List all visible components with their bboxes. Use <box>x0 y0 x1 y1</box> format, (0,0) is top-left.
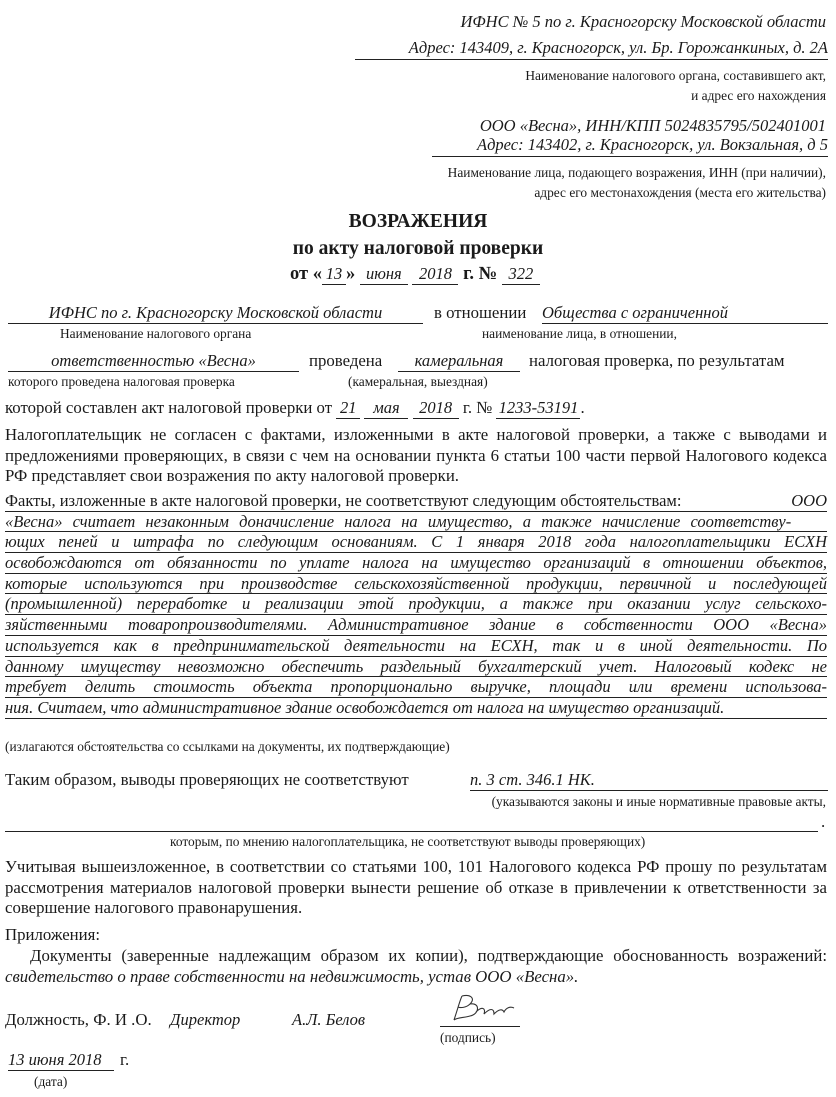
signer-name: А.Л. Белов <box>292 1010 366 1029</box>
date-caption: (дата) <box>34 1074 68 1089</box>
authority-caption-1: Наименование налогового органа, составившего акт, <box>525 68 826 83</box>
conclusion-dot: . <box>821 812 826 831</box>
document-title: ВОЗРАЖЕНИЯ <box>348 211 488 232</box>
attachments-paragraph <box>5 946 827 987</box>
facts-line: зяйственными товаропроизводителями. Административное здание в собственности ООО «Весна» <box>5 615 827 635</box>
act-month: мая <box>364 398 408 419</box>
caption-entity: наименование лица, в отношении, <box>482 326 677 341</box>
title-year: 2018 <box>412 264 458 285</box>
signature-mark <box>440 990 520 1027</box>
caption-authority: Наименование налогового органа <box>60 326 252 341</box>
authority-caption-2: и адрес его нахождения <box>691 88 826 103</box>
conclusion-ref: п. 3 ст. 346.1 НК. <box>470 770 828 791</box>
document-subtitle: по акту налоговой проверки <box>292 238 544 259</box>
signature-scribble-icon <box>440 990 520 1026</box>
sign-caption: (подпись) <box>440 1030 496 1045</box>
facts-line: ООО <box>791 491 827 510</box>
attachments-label: Приложения: <box>5 925 101 944</box>
facts-caption: (излагаются обстоятельства со ссылками на документы, их подтверждающие) <box>5 739 450 754</box>
audit-type: камеральная <box>398 351 520 372</box>
facts-line: ния. Считаем, что административное здание освобождается от налога на имущество организаций. <box>5 698 827 719</box>
title-number: 322 <box>502 264 540 285</box>
date-suffix: г. <box>120 1050 130 1069</box>
title-date-line <box>290 264 540 285</box>
act-line <box>5 398 585 419</box>
authority-address: Адрес: 143409, г. Красногорск, ул. Бр. Горожанкиных, д. 2А <box>355 38 828 60</box>
conclusion-prefix: Таким образом, выводы проверяющих не соответствуют <box>5 770 409 789</box>
facts-line: требует делить стоимость объекта пропорционально выручке, площади или времени использова- <box>5 677 827 697</box>
facts-first-line <box>5 491 827 512</box>
facts-line: освобождаются от обязанности по уплате налога на имущество организаций в отношении объектов, <box>5 553 827 573</box>
audit-suffix: налоговая проверка, по результатам <box>529 351 785 370</box>
attachments-text: Документы (заверенные надлежащим образом их копии), подтверждающие обоснованность возражений: <box>30 946 827 965</box>
caption-type: (камеральная, выездная) <box>348 374 488 389</box>
act-number: 1233-53191 <box>496 398 580 419</box>
conclusion-blank-line <box>5 813 818 832</box>
facts-block <box>5 491 827 719</box>
title-month: июня <box>360 264 408 285</box>
position-label: Должность, Ф. И .О. <box>5 1010 152 1029</box>
act-g-no: г. № <box>462 398 493 417</box>
date-value: 13 июня 2018 <box>8 1050 114 1071</box>
facts-line: данному имуществу невозможно обеспечить раздельный бухгалтерский учет. Налоговый кодекс не <box>5 656 827 676</box>
payer-name: ООО «Весна», ИНН/КПП 5024835795/502401001 <box>479 116 826 135</box>
facts-line: (промышленной) переработке и реализации этой продукции, а также при оказании услуг сельскохо- <box>5 594 827 614</box>
caption-entity-2: которого проведена налоговая проверка <box>8 374 235 389</box>
conclusion-caption-2: которым, по мнению налогоплательщика, не соответствуют выводы проверяющих) <box>170 834 646 849</box>
entity-field-1: Общества с ограниченной <box>542 303 828 324</box>
payer-caption-1: Наименование лица, подающего возражения, ИНН (при наличии), <box>447 165 826 180</box>
disagree-paragraph: Налогоплательщик не согласен с фактами, изложенными в акте налоговой проверки, а также с выводами и предложениями проверяющих, в связи с чем на основании пункта 6 статьи 100 части первой Налогового кодекса РФ представляет свои возражения по акту налоговой проверки. <box>5 425 827 486</box>
payer-caption-2: адрес его местонахождения (места его жительства) <box>534 185 826 200</box>
conclusion-caption-1: (указываются законы и иные нормативные правовые акты, <box>491 794 826 809</box>
authority-name: ИФНС № 5 по г. Красногорску Московской области <box>460 12 826 31</box>
position-value: Директор <box>170 1010 241 1029</box>
payer-address: Адрес: 143402, г. Красногорск, ул. Вокзальная, д 5 <box>432 135 828 157</box>
title-day: 13 <box>322 264 346 285</box>
act-prefix: которой составлен акт налоговой проверки от <box>5 398 333 417</box>
act-dot: . <box>580 398 585 417</box>
title-quote: » <box>345 264 356 284</box>
facts-prefix: Факты, изложенные в акте налоговой проверки, не соответствуют следующим обстоятельствам: <box>5 491 682 510</box>
conducted-label: проведена <box>309 351 383 370</box>
in-relation-label: в отношении <box>434 303 527 322</box>
authority-field: ИФНС по г. Красногорску Московской области <box>8 303 423 324</box>
title-g-no: г. № <box>463 264 498 284</box>
act-year: 2018 <box>413 398 459 419</box>
facts-line: ющих пеней и штрафа по следующим основаниям. С 1 января 2018 года налогоплательщики ЕСХН <box>5 532 827 552</box>
facts-line: «Весна» считает незаконным доначисление налога на имущество, а также начисление соответству- <box>5 512 827 533</box>
entity-field-2: ответственностью «Весна» <box>8 351 299 372</box>
attachments-list: свидетельство о праве собственности на недвижимость, устав ООО «Весна». <box>5 966 579 986</box>
facts-line: которые используются при производстве сельскохозяйственной продукции, первичной и последующей <box>5 573 827 593</box>
act-day: 21 <box>336 398 360 419</box>
facts-line: используется как в предпринимательской деятельности на ЕСХН, так и в иной деятельности. По <box>5 635 827 655</box>
title-from: от « <box>290 264 322 284</box>
request-paragraph: Учитывая вышеизложенное, в соответствии со статьями 100, 101 Налогового кодекса РФ прошу по результатам рассмотрения материалов налоговой проверки вынести решение об отказе в привлечении к ответственности за совершение налогового правонарушения. <box>5 857 827 918</box>
